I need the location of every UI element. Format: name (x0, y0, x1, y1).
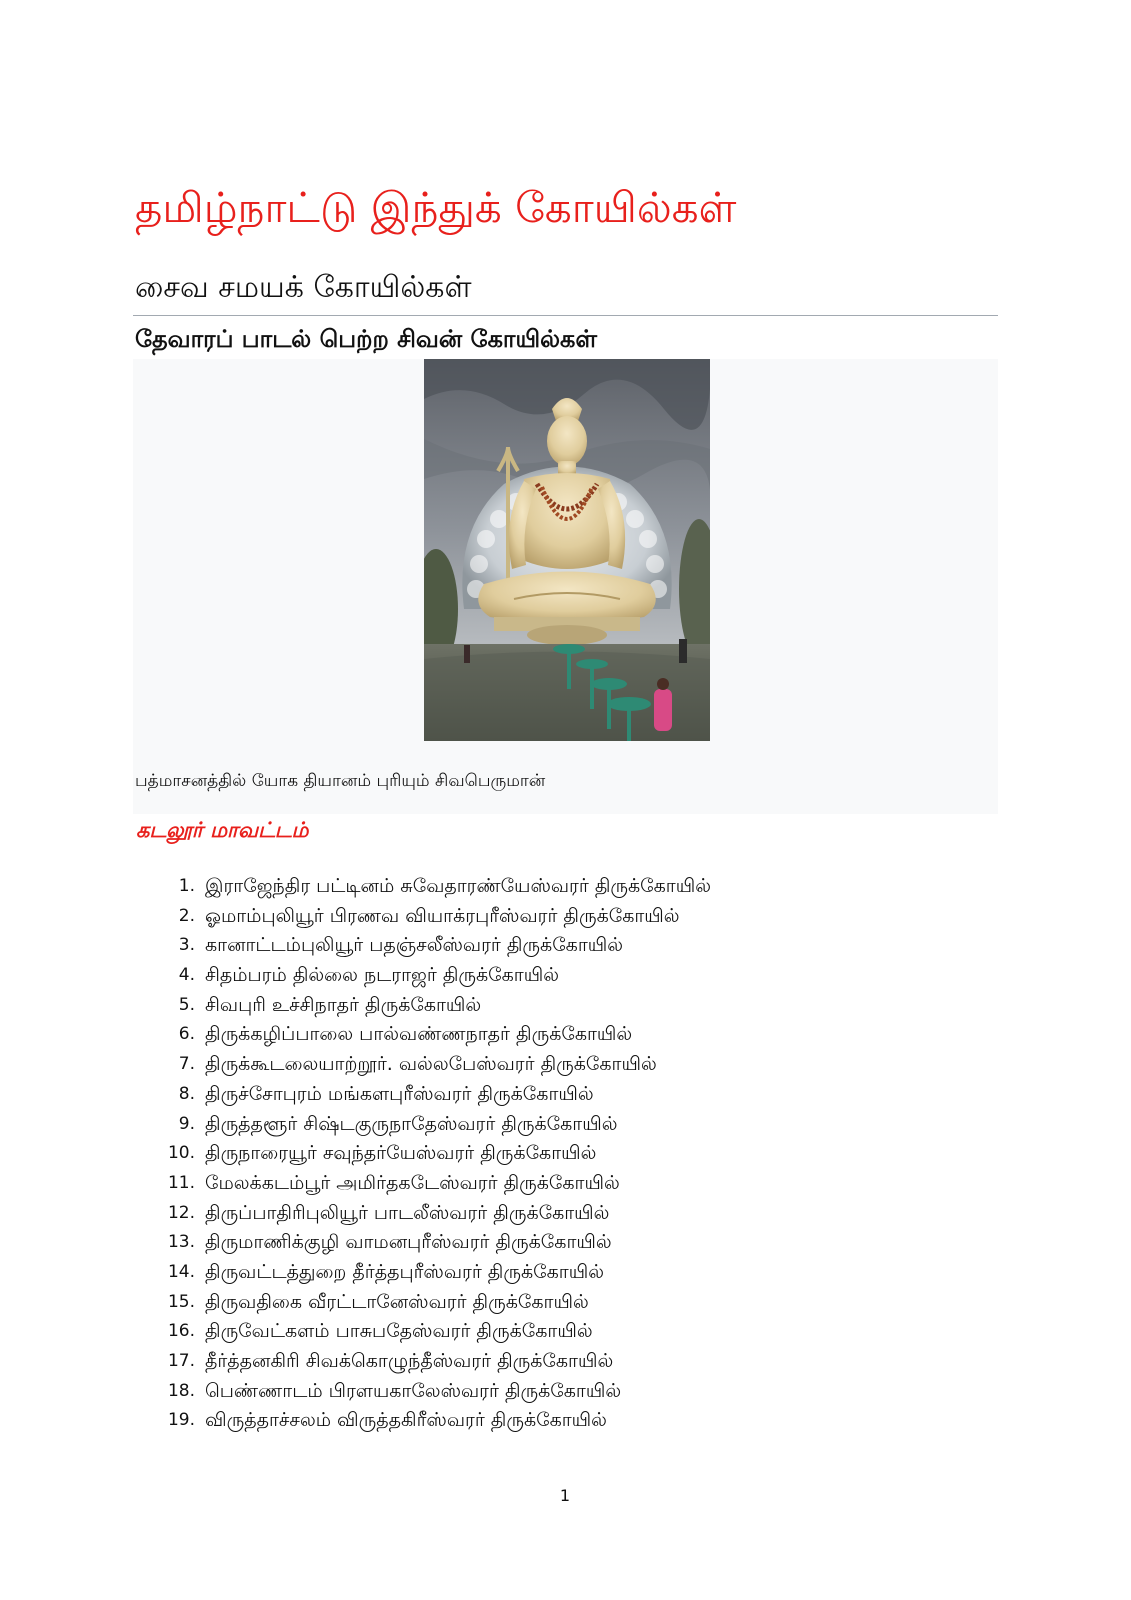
temple-name: திருநாரையூர் சவுந்தர்யேஸ்வரர் திருக்கோயில் (205, 1142, 597, 1165)
list-item-number: 2. (178, 905, 195, 926)
district-heading: கடலூர் மாவட்டம் (136, 818, 309, 842)
subsection-title: தேவாரப் பாடல் பெற்ற சிவன் கோயில்கள் (135, 325, 598, 353)
list-item-number: 6. (178, 1024, 195, 1045)
temple-name: தீர்த்தனகிரி சிவக்கொழுந்தீஸ்வரர் திருக்கோயில் (205, 1350, 614, 1372)
list-item-number: 8. (178, 1083, 195, 1104)
list-item-number: 10. (167, 1143, 195, 1164)
temple-name: திருக்கூடலையாற்றூர். வல்லபேஸ்வரர் திருக்கோயில் (205, 1053, 657, 1076)
temple-name: திருமாணிக்குழி வாமனபுரீஸ்வரர் திருக்கோயில் (205, 1231, 612, 1254)
shiva-statue-image (424, 359, 710, 741)
temple-name: இராஜேந்திர பட்டினம் சுவேதாரண்யேஸ்வரர் திருக்கோயில் (205, 875, 711, 897)
list-item-number: 1. (178, 876, 195, 896)
temple-name: பெண்ணாடம் பிரளயகாலேஸ்வரர் திருக்கோயில் (205, 1379, 622, 1402)
section-title: சைவ சமயக் கோயில்கள் (135, 270, 472, 305)
list-item-number: 7. (178, 1054, 195, 1075)
list-item-number: 4. (178, 965, 195, 986)
list-item-number: 19. (167, 1410, 195, 1431)
section-divider (133, 315, 998, 316)
list-item-number: 9. (178, 1113, 195, 1134)
list-item-number: 18. (167, 1380, 195, 1401)
temple-name: கானாட்டம்புலியூர் பதஞ்சலீஸ்வரர் திருக்கோயில் (205, 934, 624, 957)
list-item-number: 16. (167, 1321, 195, 1342)
figure-caption: பத்மாசனத்தில் யோக தியானம் புரியும் சிவபெருமான் (135, 771, 546, 791)
temple-name: விருத்தாச்சலம் விருத்தகிரீஸ்வரர் திருக்கோயில் (205, 1409, 607, 1432)
temple-name: மேலக்கடம்பூர் அமிர்தகடேஸ்வரர் திருக்கோயில் (205, 1171, 620, 1194)
page-title: தமிழ்நாட்டு இந்துக் கோயில்கள் (135, 183, 737, 232)
temple-name: சிவபுரி உச்சிநாதர் திருக்கோயில் (205, 993, 482, 1016)
list-item-number: 17. (167, 1351, 195, 1371)
temple-name: திருவேட்களம் பாசுபதேஸ்வரர் திருக்கோயில் (205, 1320, 593, 1343)
temple-name: திருவதிகை வீரட்டானேஸ்வரர் திருக்கோயில் (205, 1290, 589, 1313)
list-item-number: 3. (178, 935, 195, 956)
shiva-statue-illustration (424, 359, 710, 741)
figure (133, 359, 998, 814)
list-item-number: 5. (178, 994, 195, 1015)
temple-name: திருவட்டத்துறை தீர்த்தபுரீஸ்வரர் திருக்கோயில் (205, 1260, 604, 1283)
temple-name: திருக்கழிப்பாலை பால்வண்ணநாதர் திருக்கோயில் (205, 1023, 633, 1046)
temple-name: ஓமாம்புலியூர் பிரணவ வியாக்ரபுரீஸ்வரர் திருக்கோயில் (205, 904, 680, 927)
list-item-number: 12. (167, 1202, 195, 1223)
temple-name: திருத்தளூர் சிஷ்டகுருநாதேஸ்வரர் திருக்கோயில் (205, 1112, 618, 1135)
list-item-number: 14. (167, 1261, 195, 1282)
list-item-number: 11. (167, 1172, 195, 1193)
temple-name: திருப்பாதிரிபுலியூர் பாடலீஸ்வரர் திருக்கோயில் (205, 1201, 610, 1224)
list-item-number: 15. (167, 1291, 195, 1312)
list-item-number: 13. (167, 1232, 195, 1253)
page-number: 1 (559, 1486, 571, 1505)
temple-name: திருச்சோபுரம் மங்களபுரீஸ்வரர் திருக்கோயில் (205, 1082, 594, 1105)
temple-name: சிதம்பரம் தில்லை நடராஜர் திருக்கோயில் (205, 964, 559, 987)
